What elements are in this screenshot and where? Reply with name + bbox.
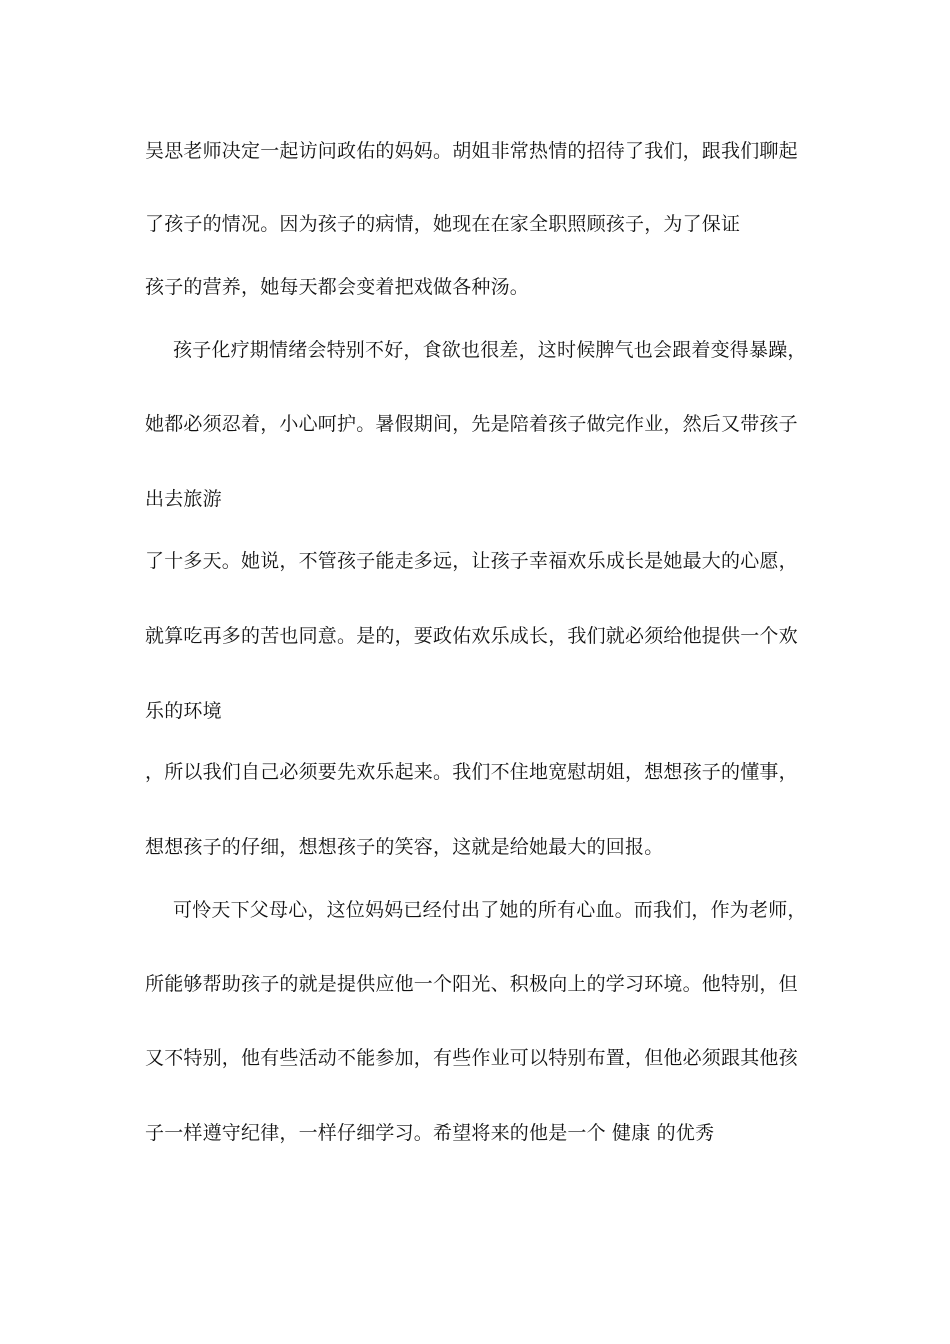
text-line-1: 吴思老师决定一起访问政佑的妈妈。胡姐非常热情的招待了我们，跟我们聊起: [145, 140, 798, 162]
text-line-6: 出去旅游: [145, 488, 222, 510]
text-line-14: 又不特别，他有些活动不能参加，有些作业可以特别布置，但他必须跟其他孩: [145, 1047, 798, 1069]
text-line-7: 了十多天。她说，不管孩子能走多远，让孩子幸福欢乐成长是她最大的心愿，: [145, 550, 798, 572]
text-line-10: ，所以我们自己必须要先欢乐起来。我们不住地宽慰胡姐，想想孩子的懂事，: [145, 761, 798, 783]
text-line-11: 想想孩子的仔细，想想孩子的笑容，这就是给她最大的回报。: [145, 836, 664, 858]
text-line-2: 了孩子的情况。因为孩子的病情，她现在在家全职照顾孩子，为了保证: [145, 213, 741, 235]
text-line-5: 她都必须忍着，小心呵护。暑假期间，先是陪着孩子做完作业，然后又带孩子: [145, 413, 798, 435]
text-line-3: 孩子的营养，她每天都会变着把戏做各种汤。: [145, 276, 530, 298]
text-line-8: 就算吃再多的苦也同意。是的，要政佑欢乐成长，我们就必须给他提供一个欢: [145, 625, 798, 647]
text-line-4-paragraph-start: 孩子化疗期情绪会特别不好，食欲也很差，这时候脾气也会跟着变得暴躁，: [173, 339, 807, 361]
text-line-13: 所能够帮助孩子的就是提供应他一个阳光、积极向上的学习环境。他特别，但: [145, 973, 798, 995]
text-line-9: 乐的环境: [145, 700, 222, 722]
text-line-12-paragraph-start: 可怜天下父母心，这位妈妈已经付出了她的所有心血。而我们，作为老师，: [173, 899, 807, 921]
text-line-15: 子一样遵守纪律，一样仔细学习。希望将来的他是一个 健康 的优秀: [145, 1122, 715, 1144]
